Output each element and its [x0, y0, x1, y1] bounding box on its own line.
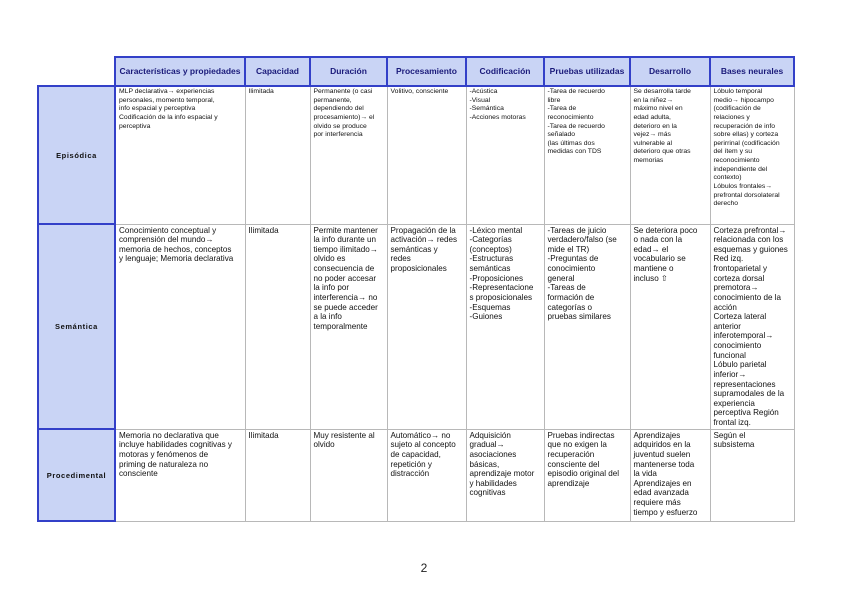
cell-text-line: Propagación de la: [390, 225, 456, 235]
page-number: 2: [420, 561, 428, 575]
cell-procedimental-duracion: [310, 429, 387, 521]
cell-episodica-procesamiento: [387, 86, 466, 224]
cell-semantica-duracion: [310, 224, 387, 429]
cell-text-line: tiempo y esfuerzo: [633, 507, 698, 517]
cell-text-line: s proposicionales: [469, 292, 533, 302]
cell-text-line: edad adulta,: [633, 113, 671, 121]
cell-text-line: requiere más: [633, 498, 681, 507]
cell-procedimental-codificacion: [466, 429, 544, 521]
cell-text-line: sobre ellas) y corteza: [713, 131, 779, 139]
cell-text-line: Ilimitada: [248, 225, 279, 235]
cell-text-line: -Representacione: [469, 283, 534, 293]
cell-text-line: gradual→: [469, 440, 505, 450]
cell-procedimental-caracteristicas: [115, 429, 245, 521]
row-label-procedimental: Procedimental: [38, 429, 115, 521]
cell-text-line: -Acústica: [469, 88, 498, 95]
cell-text-line: temporalmente: [313, 321, 368, 331]
cell-text-line: -Guiones: [469, 312, 503, 322]
cell-text-line: perceptiva Región: [713, 408, 779, 418]
cell-text-line: incluso ⇧: [633, 273, 668, 283]
cell-text-line: del ítem y su: [713, 148, 753, 156]
cell-text-line: Adquisición: [469, 430, 511, 440]
cell-text-line: olvido se produce: [313, 122, 367, 130]
row-procedimental: [38, 429, 794, 521]
cell-text-line: semánticas: [469, 264, 511, 273]
cell-text-line: -Estructuras: [469, 254, 514, 264]
cell-text-line: medio→ hipocampo: [713, 96, 774, 104]
cell-semantica-desarrollo: [630, 224, 710, 429]
cell-text-line: activación→ redes: [390, 235, 458, 245]
cell-text-line: frontoparietal y: [713, 264, 768, 273]
cell-text-line: deterioro que otras: [633, 148, 691, 156]
cell-text-line: conocimiento: [547, 264, 596, 273]
cell-procedimental-pruebas: [544, 429, 630, 521]
header-pruebas: Pruebas utilizadas: [544, 57, 630, 86]
cell-text-line: Se desarrolla tarde: [633, 88, 691, 95]
cell-text-line: consecuencia de: [313, 264, 375, 273]
cell-text-line: cognitivas: [469, 488, 506, 498]
cell-text-line: episodio original del: [547, 469, 620, 479]
header-caracteristicas: Características y propiedades: [115, 57, 245, 86]
cell-text-line: señalado: [547, 131, 576, 139]
cell-text-line: a la info: [313, 312, 342, 322]
cell-text-line: la vida: [633, 469, 657, 479]
cell-text-line: distracción: [390, 469, 430, 479]
cell-text-line: -Esquemas: [469, 302, 511, 312]
cell-text-line: -Léxico mental: [469, 225, 523, 235]
cell-text-line: -Acciones motoras: [469, 113, 526, 121]
cell-text-line: anterior: [713, 321, 741, 331]
cell-semantica-capacidad: [245, 224, 310, 429]
cell-text-line: asociaciones: [469, 449, 517, 459]
cell-text-line: Conocimiento conceptual y: [119, 225, 217, 235]
cell-semantica-codificacion: [466, 224, 544, 429]
cell-text-line: incluye habilidades cognitivas y: [119, 440, 232, 450]
cell-text-line: -Visual: [469, 96, 491, 104]
cell-text-line: conocimiento: [713, 341, 762, 350]
cell-text-line: libre: [547, 96, 561, 104]
cell-text-line: mide el TR): [547, 244, 590, 254]
cell-text-line: memorias: [633, 157, 664, 164]
cell-text-line: prefrontal dorsolateral: [713, 191, 780, 199]
cell-text-line: experiencia: [713, 398, 755, 408]
cell-text-line: o nada con la: [633, 235, 683, 245]
cell-text-line: representaciones: [713, 379, 776, 389]
header-duracion: Duración: [310, 57, 387, 86]
cell-text-line: Lóbulo parietal: [713, 360, 767, 370]
cell-text-line: Aprendizajes: [633, 430, 681, 440]
cell-text-line: perirrinal (codificación: [713, 139, 780, 147]
cell-text-line: la info durante un: [313, 235, 377, 245]
cell-text-line: motoras y fenómenos de: [119, 449, 209, 459]
cell-text-line: -Tareas de: [547, 283, 586, 293]
header-desarrollo: Desarrollo: [630, 57, 710, 86]
cell-text-line: Según el: [713, 430, 746, 440]
cell-text-line: (conceptos): [469, 244, 512, 254]
cell-text-line: contexto): [713, 174, 742, 182]
cell-text-line: personales, momento temporal,: [119, 96, 215, 104]
cell-semantica-pruebas: [544, 224, 630, 429]
cell-procedimental-desarrollo: [630, 429, 710, 521]
cell-text-line: Permanente (o casi: [313, 88, 373, 95]
cell-text-line: supramodales de la: [713, 389, 785, 399]
cell-text-line: Automático→ no: [390, 430, 451, 440]
cell-text-line: Ilimitada: [248, 88, 274, 95]
cell-text-line: (codificación de: [713, 105, 761, 113]
cell-text-line: Memoria no declarativa que: [119, 430, 219, 440]
cell-text-line: perceptiva: [119, 122, 151, 130]
cell-text-line: medidas con TDS: [547, 148, 602, 156]
cell-text-line: (las últimas dos: [547, 139, 595, 147]
cell-text-line: Aprendizajes en: [633, 478, 692, 488]
cell-text-line: no poder accesar: [313, 273, 377, 283]
cell-text-line: máximo nivel en: [633, 105, 683, 113]
cell-text-line: relaciones y: [713, 113, 750, 121]
cell-text-line: Lóbulos frontales→: [713, 182, 773, 190]
header-capacidad: Capacidad: [245, 57, 310, 86]
cell-episodica-duracion: [310, 86, 387, 224]
cell-text-line: funcional: [713, 350, 746, 360]
cell-text-line: categorías o: [547, 302, 593, 312]
cell-text-line: priming de naturaleza no: [119, 459, 209, 469]
cell-text-line: -Tarea de: [547, 105, 577, 113]
cell-episodica-desarrollo: [630, 86, 710, 224]
cell-text-line: redes: [390, 254, 411, 264]
cell-text-line: formación de: [547, 292, 595, 302]
cell-text-line: corteza dorsal: [713, 273, 765, 283]
cell-text-line: edad→ el: [633, 244, 669, 254]
cell-text-line: mantiene o: [633, 264, 674, 273]
header-row: [38, 57, 794, 86]
cell-text-line: tiempo ilimitado→: [313, 244, 378, 254]
cell-text-line: sujeto al concepto: [390, 440, 456, 450]
cell-episodica-pruebas: [544, 86, 630, 224]
cell-text-line: que no exigen la: [547, 440, 607, 450]
cell-episodica-capacidad: [245, 86, 310, 224]
cell-text-line: repetición y: [390, 459, 432, 469]
cell-text-line: proposicionales: [390, 264, 447, 273]
cell-text-line: procesamiento)→ el: [313, 113, 375, 121]
cell-text-line: info espacial y perceptiva: [119, 105, 196, 113]
cell-text-line: Ilimitada: [248, 430, 279, 440]
cell-text-line: de capacidad,: [390, 449, 441, 459]
cell-text-line: en la niñez→: [633, 96, 674, 104]
cell-episodica-bases-neurales: [710, 86, 794, 224]
cell-text-line: recuperación de info: [713, 122, 776, 130]
cell-text-line: independiente del: [713, 165, 768, 173]
cell-text-line: -Categorías: [469, 235, 512, 245]
cell-text-line: derecho: [713, 200, 739, 208]
header-bases-neurales: Bases neurales: [710, 57, 794, 86]
cell-text-line: Se deteriora poco: [633, 225, 698, 235]
memory-comparison-table: [37, 56, 795, 522]
cell-text-line: inferior→: [713, 369, 747, 379]
header-codificacion: Codificación: [466, 57, 544, 86]
cell-text-line: consciente del: [547, 459, 600, 469]
cell-text-line: vejez→ más: [633, 131, 671, 139]
cell-text-line: reconocimiento: [547, 113, 594, 121]
cell-text-line: -Semántica: [469, 105, 504, 113]
cell-text-line: semánticas y: [390, 244, 438, 254]
cell-text-line: y habilidades: [469, 478, 517, 488]
row-label-semantica: Semántica: [38, 224, 115, 429]
cell-episodica-caracteristicas: [115, 86, 245, 224]
cell-text-line: esquemas y guiones: [713, 244, 788, 254]
cell-text-line: -Tareas de juicio: [547, 225, 607, 235]
cell-text-line: Red izq.: [713, 254, 744, 264]
cell-text-line: MLP declarativa→ experiencias: [119, 88, 215, 95]
cell-text-line: básicas,: [469, 459, 500, 469]
cell-semantica-caracteristicas: [115, 224, 245, 429]
cell-procedimental-bases-neurales: [710, 429, 794, 521]
row-semantica: [38, 224, 794, 429]
cell-text-line: relacionada con los: [713, 235, 784, 245]
cell-text-line: adquiridos en la: [633, 440, 691, 450]
cell-episodica-codificacion: [466, 86, 544, 224]
cell-text-line: la info por: [313, 283, 350, 293]
cell-text-line: olvido: [313, 440, 335, 450]
cell-text-line: Volitivo, consciente: [390, 88, 449, 95]
header-procesamiento: Procesamiento: [387, 57, 466, 86]
cell-text-line: frontal izq.: [713, 418, 751, 427]
cell-text-line: general: [547, 273, 575, 283]
cell-text-line: interferencia→ no: [313, 292, 378, 302]
cell-text-line: Muy resistente al: [313, 430, 375, 440]
cell-text-line: Permite mantener: [313, 225, 378, 235]
cell-text-line: subsistema: [713, 440, 755, 450]
cell-text-line: y lenguaje; Memoria declarativa: [119, 254, 234, 264]
cell-text-line: aprendizaje: [547, 478, 590, 488]
cell-text-line: se puede acceder: [313, 302, 378, 312]
cell-procedimental-procesamiento: [387, 429, 466, 521]
corner-cell: [38, 57, 115, 86]
cell-procedimental-capacidad: [245, 429, 310, 521]
row-label-episodica: Episódica: [38, 86, 115, 224]
cell-text-line: memoria de hechos, conceptos: [119, 244, 232, 254]
cell-text-line: Corteza prefrontal→: [713, 225, 787, 235]
cell-text-line: permanente,: [313, 96, 352, 104]
cell-text-line: juventud suelen: [633, 449, 691, 459]
cell-text-line: por interferencia: [313, 131, 363, 139]
cell-semantica-bases-neurales: [710, 224, 794, 429]
cell-text-line: premotora→: [713, 283, 759, 293]
cell-text-line: -Tarea de recuerdo: [547, 122, 605, 130]
row-episodica: [38, 86, 794, 224]
cell-text-line: vulnerable al: [633, 139, 673, 147]
cell-text-line: inferotemporal→: [713, 331, 774, 341]
cell-text-line: reconocimiento: [713, 157, 760, 164]
cell-text-line: acción: [713, 302, 737, 312]
cell-text-line: pruebas similares: [547, 312, 611, 322]
cell-text-line: -Proposiciones: [469, 273, 524, 283]
cell-text-line: deterioro en la: [633, 122, 677, 130]
cell-text-line: consciente: [119, 469, 158, 479]
cell-text-line: comprensión del mundo→: [119, 235, 214, 245]
cell-semantica-procesamiento: [387, 224, 466, 429]
cell-text-line: conocimiento de la: [713, 292, 781, 302]
cell-text-line: verdadero/falso (se: [547, 235, 617, 245]
cell-text-line: dependiendo del: [313, 105, 364, 113]
cell-text-line: recuperación: [547, 449, 595, 459]
cell-text-line: mantenerse toda: [633, 459, 695, 469]
cell-text-line: olvido es: [313, 254, 346, 264]
cell-text-line: Codificación de la info espacial y: [119, 113, 218, 121]
cell-text-line: Lóbulo temporal: [713, 88, 763, 95]
cell-text-line: -Tarea de recuerdo: [547, 88, 605, 95]
cell-text-line: aprendizaje motor: [469, 469, 535, 479]
cell-text-line: -Preguntas de: [547, 254, 599, 264]
cell-text-line: edad avanzada: [633, 488, 689, 498]
cell-text-line: vocabulario se: [633, 254, 686, 264]
cell-text-line: Pruebas indirectas: [547, 430, 615, 440]
cell-text-line: Corteza lateral: [713, 312, 767, 322]
